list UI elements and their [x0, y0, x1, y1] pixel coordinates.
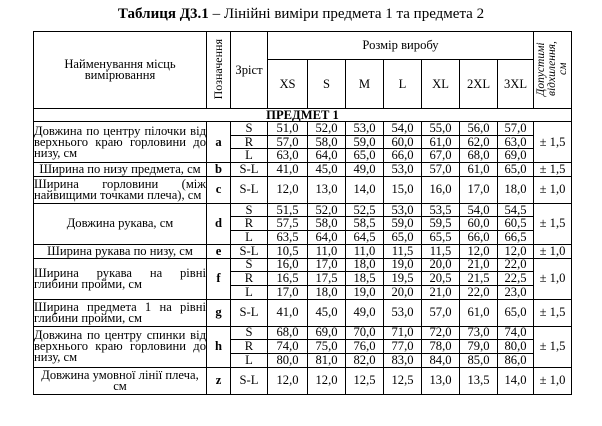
value-cell: 55,0 [422, 122, 460, 136]
tolerance-cell: ± 1,5 [534, 203, 572, 244]
header-name: Найменування місць вимірювання [34, 32, 207, 109]
section-title: ПРЕДМЕТ 1 [34, 109, 572, 122]
growth-cell: R [231, 272, 268, 286]
measurement-code: b [207, 163, 231, 177]
header-code [207, 32, 231, 109]
value-cell: 74,0 [268, 340, 308, 354]
value-cell: 86,0 [498, 353, 534, 367]
growth-cell: S-L [231, 299, 268, 326]
value-cell: 12,0 [268, 176, 308, 203]
table-row [34, 203, 572, 217]
header-tolerance-label: Допустимі відхилення, см [535, 41, 569, 97]
value-cell: 12,0 [498, 244, 534, 258]
value-cell: 64,0 [308, 149, 346, 163]
measurement-code: c [207, 176, 231, 203]
value-cell: 18,0 [498, 176, 534, 203]
value-cell: 64,0 [308, 231, 346, 245]
table-row [34, 258, 572, 272]
value-cell: 18,0 [308, 285, 346, 299]
value-cell: 65,0 [498, 163, 534, 177]
value-cell: 18,0 [346, 258, 384, 272]
value-cell: 54,0 [460, 203, 498, 217]
value-cell: 57,0 [498, 122, 534, 136]
value-cell: 79,0 [460, 340, 498, 354]
value-cell: 59,0 [346, 135, 384, 149]
growth-cell: S [231, 258, 268, 272]
size-header-2xl: 2XL [460, 60, 498, 109]
caption-label: Таблиця Д3.1 [117, 6, 209, 22]
growth-cell: R [231, 340, 268, 354]
value-cell: 80,0 [268, 353, 308, 367]
measurement-code: h [207, 326, 231, 367]
value-cell: 12,0 [460, 244, 498, 258]
value-cell: 21,0 [422, 285, 460, 299]
measurement-name: Ширина предмета 1 на рівні глибини пройми, см [34, 299, 206, 325]
value-cell: 59,5 [422, 217, 460, 231]
value-cell: 16,5 [268, 272, 308, 286]
value-cell: 61,0 [460, 299, 498, 326]
value-cell: 52,5 [346, 203, 384, 217]
value-cell: 74,0 [498, 326, 534, 340]
table-row [34, 326, 572, 340]
table-row [34, 122, 572, 136]
value-cell: 22,0 [460, 285, 498, 299]
tolerance-cell: ± 1,0 [534, 258, 572, 299]
size-header-xs: XS [268, 60, 308, 109]
growth-cell: S-L [231, 367, 268, 394]
value-cell: 11,5 [422, 244, 460, 258]
size-header-3xl: 3XL [498, 60, 534, 109]
table-row [34, 299, 572, 326]
size-header-s: S [308, 60, 346, 109]
value-cell: 51,5 [268, 203, 308, 217]
value-cell: 57,0 [422, 299, 460, 326]
measurement-name: Довжина умовної лінії плеча, см [34, 367, 207, 394]
value-cell: 72,0 [422, 326, 460, 340]
measurement-name: Ширина по низу предмета, см [34, 163, 207, 177]
value-cell: 20,0 [384, 285, 422, 299]
measurement-code: g [207, 299, 231, 326]
growth-cell: S [231, 326, 268, 340]
tolerance-cell: ± 1,5 [534, 122, 572, 163]
measurement-name: Довжина по центру пілочки від верхнього краю горловини до низу, см [34, 122, 207, 163]
value-cell: 78,0 [422, 340, 460, 354]
value-cell: 60,0 [460, 217, 498, 231]
value-cell: 45,0 [308, 163, 346, 177]
value-cell: 60,5 [498, 217, 534, 231]
growth-cell: R [231, 135, 268, 149]
value-cell: 15,0 [384, 176, 422, 203]
value-cell: 54,0 [384, 122, 422, 136]
value-cell: 53,0 [384, 163, 422, 177]
value-cell: 64,5 [346, 231, 384, 245]
size-header-l: L [384, 60, 422, 109]
value-cell: 21,0 [460, 258, 498, 272]
value-cell: 69,0 [308, 326, 346, 340]
header-size: Розмір виробу [268, 32, 534, 60]
value-cell: 65,0 [384, 231, 422, 245]
size-header-xl: XL [422, 60, 460, 109]
value-cell: 65,0 [346, 149, 384, 163]
value-cell: 83,0 [384, 353, 422, 367]
value-cell: 41,0 [268, 163, 308, 177]
value-cell: 70,0 [346, 326, 384, 340]
value-cell: 14,0 [346, 176, 384, 203]
value-cell: 49,0 [346, 299, 384, 326]
value-cell: 58,0 [308, 217, 346, 231]
growth-cell: L [231, 231, 268, 245]
tolerance-cell: ± 1,5 [534, 163, 572, 177]
value-cell: 53,0 [384, 203, 422, 217]
value-cell: 61,0 [422, 135, 460, 149]
table-row [34, 163, 572, 177]
value-cell: 80,0 [498, 340, 534, 354]
value-cell: 13,5 [460, 367, 498, 394]
value-cell: 84,0 [422, 353, 460, 367]
value-cell: 21,5 [460, 272, 498, 286]
tolerance-cell: ± 1,0 [534, 244, 572, 258]
measurement-code: e [207, 244, 231, 258]
value-cell: 20,5 [422, 272, 460, 286]
value-cell: 63,5 [268, 231, 308, 245]
value-cell: 65,5 [422, 231, 460, 245]
tolerance-cell: ± 1,0 [534, 176, 572, 203]
value-cell: 22,0 [498, 258, 534, 272]
value-cell: 62,0 [460, 135, 498, 149]
size-header-m: M [346, 60, 384, 109]
measurement-code: d [207, 203, 231, 244]
value-cell: 11,0 [346, 244, 384, 258]
measurement-code: f [207, 258, 231, 299]
value-cell: 66,0 [384, 149, 422, 163]
growth-cell: L [231, 285, 268, 299]
value-cell: 22,5 [498, 272, 534, 286]
value-cell: 57,5 [268, 217, 308, 231]
growth-cell: S-L [231, 244, 268, 258]
growth-cell: S-L [231, 163, 268, 177]
measurements-table [33, 31, 572, 395]
value-cell: 12,0 [268, 367, 308, 394]
growth-cell: L [231, 353, 268, 367]
growth-cell: L [231, 149, 268, 163]
value-cell: 66,5 [498, 231, 534, 245]
value-cell: 66,0 [460, 231, 498, 245]
growth-cell: S [231, 203, 268, 217]
value-cell: 59,0 [384, 217, 422, 231]
value-cell: 41,0 [268, 299, 308, 326]
value-cell: 68,0 [268, 326, 308, 340]
value-cell: 52,0 [308, 203, 346, 217]
value-cell: 76,0 [346, 340, 384, 354]
value-cell: 73,0 [460, 326, 498, 340]
value-cell: 57,0 [268, 135, 308, 149]
value-cell: 81,0 [308, 353, 346, 367]
value-cell: 13,0 [308, 176, 346, 203]
value-cell: 10,5 [268, 244, 308, 258]
value-cell: 49,0 [346, 163, 384, 177]
value-cell: 16,0 [422, 176, 460, 203]
header-tolerance [534, 32, 572, 109]
value-cell: 53,5 [422, 203, 460, 217]
table-row [34, 176, 572, 203]
value-cell: 51,0 [268, 122, 308, 136]
value-cell: 23,0 [498, 285, 534, 299]
value-cell: 12,5 [384, 367, 422, 394]
value-cell: 20,0 [422, 258, 460, 272]
measurement-code: a [207, 122, 231, 163]
value-cell: 13,0 [422, 367, 460, 394]
value-cell: 45,0 [308, 299, 346, 326]
table-caption [0, 0, 602, 28]
value-cell: 85,0 [460, 353, 498, 367]
value-cell: 56,0 [460, 122, 498, 136]
value-cell: 57,0 [422, 163, 460, 177]
value-cell: 63,0 [268, 149, 308, 163]
value-cell: 69,0 [498, 149, 534, 163]
value-cell: 71,0 [384, 326, 422, 340]
measurement-name: Ширина рукава по низу, см [34, 244, 207, 258]
value-cell: 68,0 [460, 149, 498, 163]
value-cell: 12,5 [346, 367, 384, 394]
value-cell: 19,0 [346, 285, 384, 299]
value-cell: 19,5 [384, 272, 422, 286]
value-cell: 58,0 [308, 135, 346, 149]
value-cell: 17,0 [460, 176, 498, 203]
value-cell: 75,0 [308, 340, 346, 354]
value-cell: 17,0 [308, 258, 346, 272]
value-cell: 52,0 [308, 122, 346, 136]
growth-cell: R [231, 217, 268, 231]
value-cell: 53,0 [384, 299, 422, 326]
value-cell: 11,5 [384, 244, 422, 258]
caption-title: – Лінійні виміри предмета 1 та предмета 2 [208, 6, 485, 22]
header-code-label: Позначення [211, 38, 225, 100]
measurement-code: z [207, 367, 231, 394]
value-cell: 12,0 [308, 367, 346, 394]
growth-cell: S-L [231, 176, 268, 203]
table-row [34, 244, 572, 258]
value-cell: 82,0 [346, 353, 384, 367]
value-cell: 60,0 [384, 135, 422, 149]
value-cell: 67,0 [422, 149, 460, 163]
value-cell: 63,0 [498, 135, 534, 149]
measurement-name: Ширина рукава на рівні глибини пройми, см [34, 258, 207, 299]
value-cell: 18,5 [346, 272, 384, 286]
value-cell: 65,0 [498, 299, 534, 326]
table-row [34, 367, 572, 394]
value-cell: 16,0 [268, 258, 308, 272]
value-cell: 19,0 [384, 258, 422, 272]
tolerance-cell: ± 1,5 [534, 326, 572, 367]
value-cell: 17,0 [268, 285, 308, 299]
tolerance-cell: ± 1,5 [534, 299, 572, 326]
value-cell: 77,0 [384, 340, 422, 354]
measurement-name: Довжина рукава, см [34, 203, 207, 244]
value-cell: 11,0 [308, 244, 346, 258]
growth-cell: S [231, 122, 268, 136]
value-cell: 54,5 [498, 203, 534, 217]
value-cell: 61,0 [460, 163, 498, 177]
value-cell: 53,0 [346, 122, 384, 136]
value-cell: 17,5 [308, 272, 346, 286]
measurement-name: Довжина по центру спинки від верхнього краю горловини до низу, см [34, 326, 207, 367]
header-growth: Зріст [231, 32, 268, 109]
value-cell: 58,5 [346, 217, 384, 231]
measurement-name: Ширина горловини (між найвищими точками плеча), см [34, 176, 206, 202]
value-cell: 14,0 [498, 367, 534, 394]
tolerance-cell: ± 1,0 [534, 367, 572, 394]
